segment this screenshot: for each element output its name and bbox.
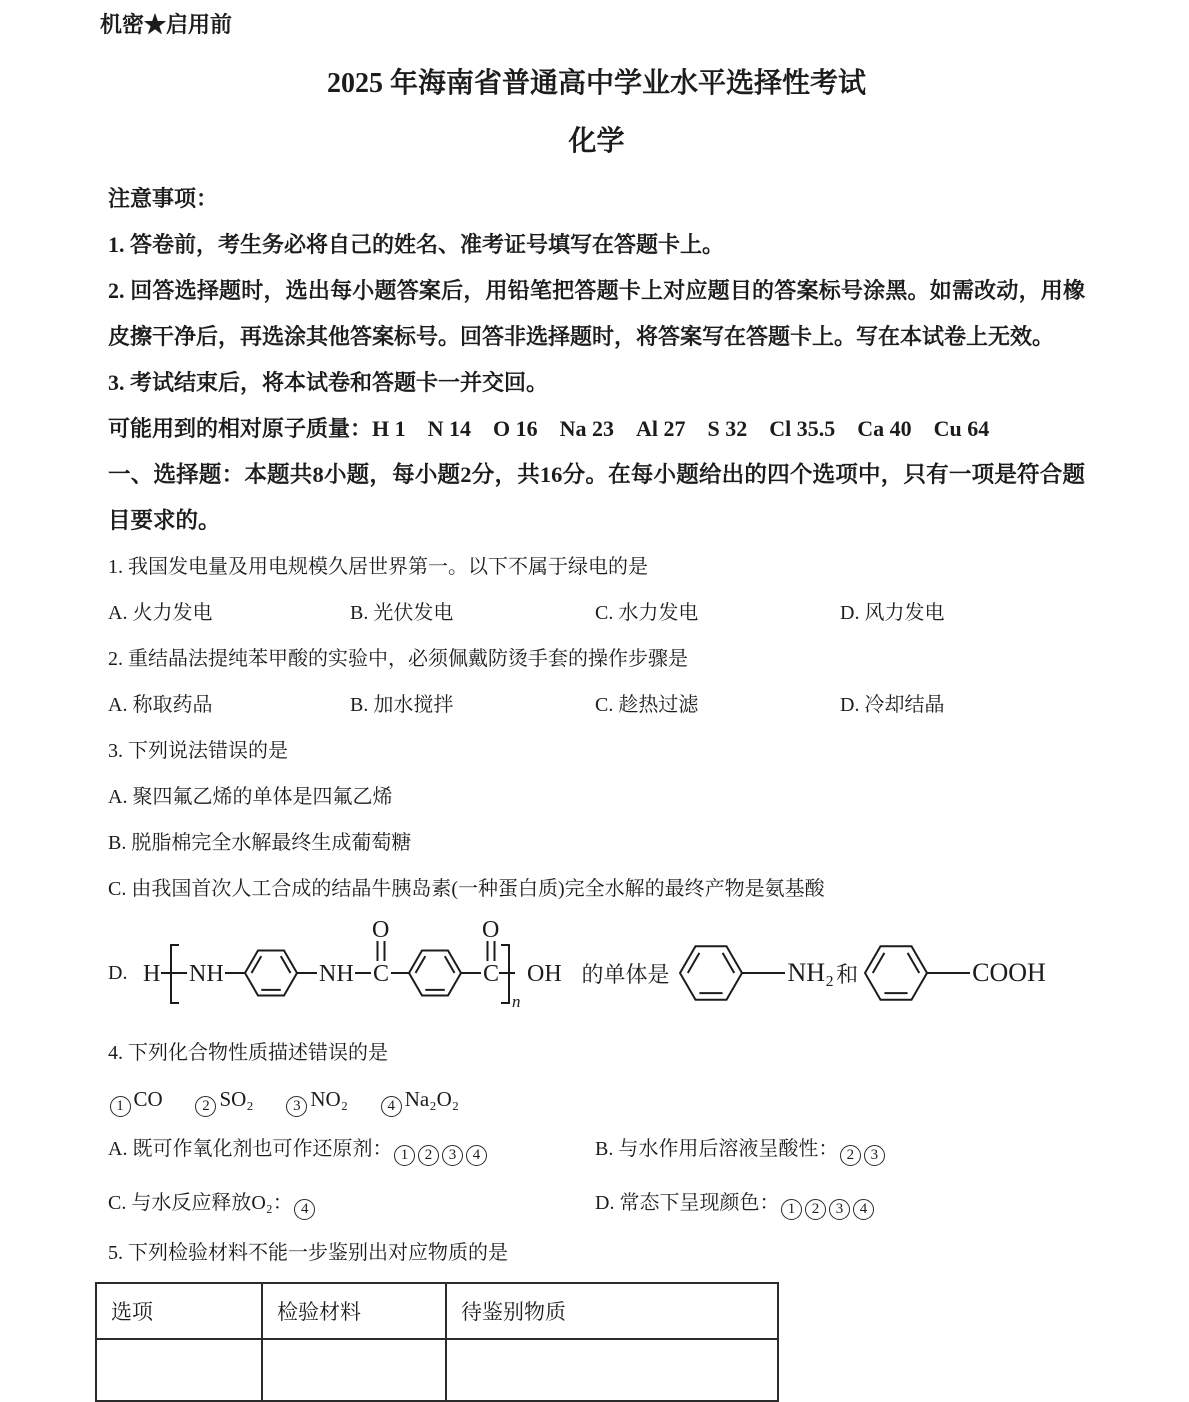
group-oh: OH [527,961,563,987]
circled-number: 1 [110,1096,131,1117]
notice-item-1: 1. 答卷前，考生务必将自己的姓名、准考证号填写在答题卡上。 [108,232,725,257]
circled-number: 2 [418,1145,439,1166]
column-header-test-material: 检验材料 [262,1283,446,1339]
question-5-table [95,1282,779,1402]
table-cell [262,1339,446,1401]
circled-number: 4 [466,1145,487,1166]
question-2-option-c: C. 趁热过滤 [595,694,699,716]
question-2-option-b: B. 加水搅拌 [350,694,454,716]
benzene-ring [409,951,461,996]
circled-number: 3 [829,1199,850,1220]
question-4-option-b [595,1122,1085,1176]
question-3-option-c: C. 由我国首次人工合成的结晶牛胰岛素(一种蛋白质)完全水解的最终产物是氨基酸 [108,878,825,900]
compound-2 [194,1087,254,1114]
question-2-options [108,682,1085,728]
monomer-amine-group: NH₂ [787,958,835,987]
exam-title: 2025 年海南省普通高中学业水平选择性考试 [326,68,866,99]
question-1-option-d: D. 风力发电 [840,602,945,624]
option-text: A. 既可作氧化剂也可作还原剂： [108,1138,393,1160]
question-1-options [108,590,1085,636]
circled-number: 1 [394,1145,415,1166]
question-1-option-c: C. 水力发电 [595,602,699,624]
question-1-option-a: A. 火力发电 [108,602,213,624]
notice-item-3: 3. 考试结束后，将本试卷和答题卡一并交回。 [108,370,549,395]
option-text: C. 与水反应释放O₂： [108,1192,293,1214]
compound-formula: NO₂ [310,1087,349,1111]
question-1-stem: 1. 我国发电量及用电规模久居世界第一。以下不属于绿电的是 [108,556,648,578]
notice-heading: 注意事项： [108,186,219,211]
and-connector: 和 [836,961,859,987]
monomer-carboxyl-group: COOH [972,958,1046,987]
question-3-option-b: B. 脱脂棉完全水解最终生成葡萄糖 [108,832,412,854]
question-4-options [108,1122,1085,1230]
question-4-stem: 4. 下列化合物性质描述错误的是 [108,1042,388,1064]
column-header-substance: 待鉴别物质 [446,1283,778,1339]
subscript-n: n [512,992,521,1011]
circled-number: 2 [195,1096,216,1117]
question-4-option-d [595,1176,1085,1230]
benzene-ring [245,951,297,996]
table-cell [446,1339,778,1401]
circled-number: 2 [805,1199,826,1220]
circled-number: 3 [286,1096,307,1117]
atom-o: O [372,917,390,943]
table-row [96,1339,778,1401]
carbonyl-double-bond [378,941,385,961]
atom-o: O [482,917,500,943]
compound-formula: CO [133,1087,163,1111]
question-3-option-a: A. 聚四氟乙烯的单体是四氟乙烯 [108,786,393,808]
benzene-ring-monomer [860,933,972,1013]
option-text: D. 常态下呈现颜色： [595,1192,780,1214]
question-5-stem: 5. 下列检验材料不能一步鉴别出对应物质的是 [108,1242,508,1264]
question-1-option-b: B. 光伏发电 [350,602,454,624]
atomic-masses-line: 可能用到的相对原子质量：H 1 N 14 O 16 Na 23 Al 27 S 32 Cl 35.5 Ca 40 Cu 64 [108,416,990,441]
circled-number: 2 [840,1145,861,1166]
circled-number: 4 [294,1199,315,1220]
question-2-option-a: A. 称取药品 [108,694,213,716]
table-header-row [96,1283,778,1339]
compound-3 [285,1087,349,1114]
exam-subject: 化学 [568,126,625,157]
question-2-option-d: D. 冷却结晶 [840,694,945,716]
question-3-option-d [108,916,1085,1030]
table-cell [96,1339,262,1401]
notice-section [108,176,1085,406]
compound-1 [108,1087,163,1114]
compound-4 [379,1087,460,1114]
circled-number: 1 [781,1199,802,1220]
benzene-ring [865,946,927,1000]
circled-number: 3 [442,1145,463,1166]
question-4-option-c [108,1176,595,1230]
monomer-prompt-text: 的单体是 [581,961,670,987]
classification-banner: 机密★启用前 [100,12,233,37]
question-2-stem: 2. 重结晶法提纯苯甲酸的实验中，必须佩戴防烫手套的操作步骤是 [108,648,688,670]
group-nh: NH [189,961,225,987]
question-4-option-a [108,1122,595,1176]
section-one-heading: 一、选择题：本题共8小题，每小题2分，共16分。在每小题给出的四个选项中，只有一项是符合题目要求的。 [108,462,1085,533]
polymer-structure-diagram [141,915,571,1031]
atom-c: C [483,961,500,987]
notice-item-2: 2. 回答选择题时，选出每小题答案后，用铅笔把答题卡上对应题目的答案标号涂黑。如需改动，用橡皮擦干净后，再选涂其他答案标号。回答非选择题时，将答案写在答题卡上。写在本试卷上无效。 [108,278,1085,349]
compound-formula: Na₂O₂ [404,1087,460,1111]
carbonyl-double-bond [488,941,495,961]
column-header-option: 选项 [96,1283,262,1339]
atom-c: C [373,961,390,987]
option-d-label: D. [108,961,128,984]
circled-number: 4 [381,1096,402,1117]
question-3-stem: 3. 下列说法错误的是 [108,740,288,762]
group-nh: NH [319,961,355,987]
atom-h: H [143,961,161,987]
circled-number: 3 [864,1145,885,1166]
circled-number: 4 [853,1199,874,1220]
question-4-compounds [108,1076,1085,1122]
benzene-ring-monomer [675,933,787,1013]
benzene-ring [680,946,742,1000]
option-text: B. 与水作用后溶液呈酸性： [595,1138,839,1160]
compound-formula: SO₂ [219,1087,254,1111]
